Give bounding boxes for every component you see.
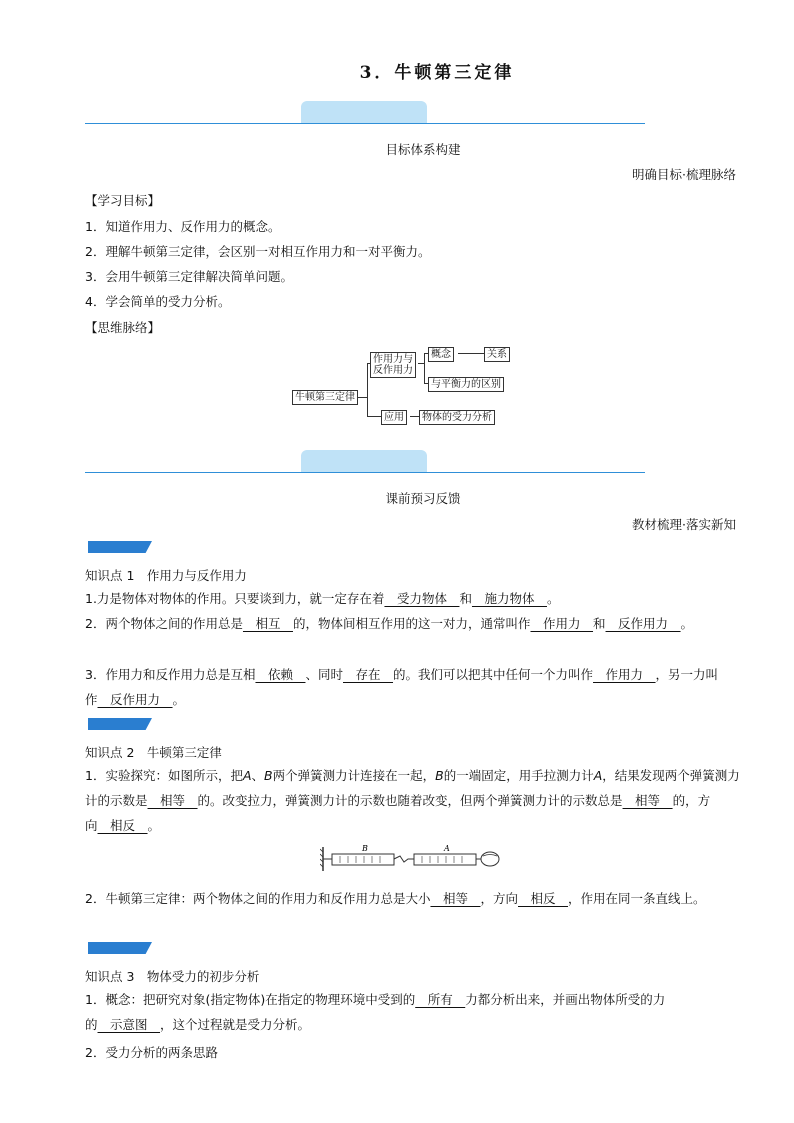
branch-1-line-2: 反作用力 xyxy=(373,365,413,376)
text: B xyxy=(435,768,444,783)
mindmap-branch-1 xyxy=(370,352,416,378)
kp2-paragraph-2 xyxy=(85,886,740,911)
text: 的，物体间相互作用的这一对力，通常叫作 xyxy=(292,616,531,631)
section-subheading: 明确目标·梳理脉络 xyxy=(632,167,736,182)
answer-blank: 相等 xyxy=(622,793,673,808)
text: 。 xyxy=(546,591,560,606)
mindmap-analysis: 物体的受力分析 xyxy=(419,410,495,425)
answer-blank: 相互 xyxy=(242,616,293,631)
label-a: A xyxy=(444,844,450,853)
connector xyxy=(358,397,367,398)
text: ，这个过程就是受力分析。 xyxy=(160,1017,311,1032)
answer-blank: 相反 xyxy=(518,891,569,906)
section-heading: 目标体系构建 xyxy=(385,142,461,157)
text: 的一端固定，用手拉测力计 xyxy=(443,768,594,783)
answer-blank: 反作用力 xyxy=(605,616,681,631)
answer-blank: 反作用力 xyxy=(97,692,173,707)
kp-title: 知识点 2 牛顿第三定律 xyxy=(85,745,222,760)
answer-blank: 受力物体 xyxy=(384,591,460,606)
text: 的，方向 xyxy=(85,793,711,833)
connector xyxy=(458,353,484,354)
text: A xyxy=(242,768,252,783)
text: 3．作用力和反作用力总是互相 xyxy=(85,667,256,682)
kp3-paragraph-1 xyxy=(85,987,740,1037)
text: 。 xyxy=(147,818,161,833)
kp-tag xyxy=(88,541,152,553)
mindmap-label: 【思维脉络】 xyxy=(85,320,161,335)
branch-1-line-1: 作用力与 xyxy=(373,354,413,365)
text: B xyxy=(264,768,273,783)
kp1-paragraph-3 xyxy=(85,662,740,712)
mind-map xyxy=(290,345,520,430)
text: ，另一力叫作 xyxy=(85,667,719,707)
kp-title: 知识点 1 作用力与反作用力 xyxy=(85,568,247,583)
spring-scale-figure xyxy=(320,843,500,875)
text: ，方向 xyxy=(480,891,518,906)
connector xyxy=(367,416,381,417)
answer-blank: 相等 xyxy=(147,793,198,808)
text: 和 xyxy=(593,616,606,631)
section-banner xyxy=(85,102,645,124)
kp3-paragraph-2: 2．受力分析的两条思路 xyxy=(85,1045,218,1060)
text: 力都分析出来，并画出物体所受的力的 xyxy=(85,992,666,1032)
answer-blank: 施力物体 xyxy=(471,591,547,606)
text: ，作用在同一条直线上。 xyxy=(568,891,706,906)
text: 2．两个物体之间的作用总是 xyxy=(85,616,243,631)
answer-blank: 相等 xyxy=(430,891,481,906)
section-heading: 课前预习反馈 xyxy=(385,491,461,506)
banner-line xyxy=(85,123,645,125)
text: 的。我们可以把其中任何一个力叫作 xyxy=(393,667,594,682)
text: 。 xyxy=(172,692,186,707)
goal-item: 2．理解牛顿第三定律，会区别一对相互作用力和一对平衡力。 xyxy=(85,244,431,259)
mindmap-root: 牛顿第三定律 xyxy=(292,390,358,405)
section-banner xyxy=(85,451,645,473)
goal-item: 4．学会简单的受力分析。 xyxy=(85,294,231,309)
answer-blank: 相反 xyxy=(97,818,148,833)
banner-tab xyxy=(301,101,427,123)
connector xyxy=(424,353,425,383)
answer-blank: 作用力 xyxy=(530,616,594,631)
answer-blank: 所有 xyxy=(415,992,466,1007)
mindmap-relation: 关系 xyxy=(484,347,510,362)
text: 1.力是物体对物体的作用。只要谈到力，就一定存在着 xyxy=(85,591,385,606)
mindmap-concept: 概念 xyxy=(428,347,454,362)
banner-tab xyxy=(301,450,427,472)
connector xyxy=(410,416,419,417)
text: 的。改变拉力，弹簧测力计的示数也随着改变，但两个弹簧测力计的示数总是 xyxy=(197,793,623,808)
label-b: B xyxy=(362,844,368,853)
answer-blank: 示意图 xyxy=(97,1017,161,1032)
text: 、同时 xyxy=(305,667,343,682)
kp-tag xyxy=(88,942,152,954)
goal-item: 3．会用牛顿第三定律解决简单问题。 xyxy=(85,269,293,284)
text: 和 xyxy=(459,591,472,606)
answer-blank: 作用力 xyxy=(593,667,656,682)
kp2-paragraph-1 xyxy=(85,763,740,838)
text: 2．牛顿第三定律：两个物体之间的作用力和反作用力总是大小 xyxy=(85,891,431,906)
goals-label: 【学习目标】 xyxy=(85,193,161,208)
section-subheading: 教材梳理·落实新知 xyxy=(632,517,736,532)
text: 、 xyxy=(251,768,265,783)
answer-blank: 存在 xyxy=(343,667,394,682)
connector xyxy=(367,363,368,416)
text: A xyxy=(593,768,603,783)
page-title: 3．牛顿第三定律 xyxy=(359,63,515,83)
text: ，结果发现两个弹簧测力计的示数是 xyxy=(85,768,740,808)
text: 1．实验探究：如图所示，把 xyxy=(85,768,243,783)
banner-line xyxy=(85,472,645,474)
kp1-paragraph-1 xyxy=(85,586,740,611)
mindmap-difference: 与平衡力的区别 xyxy=(428,377,504,392)
kp1-paragraph-2 xyxy=(85,611,740,636)
mindmap-branch-2: 应用 xyxy=(381,410,407,425)
text: 两个弹簧测力计连接在一起， xyxy=(272,768,436,783)
text: 。 xyxy=(680,616,694,631)
kp-title: 知识点 3 物体受力的初步分析 xyxy=(85,969,260,984)
text: 1．概念：把研究对象(指定物体)在指定的物理环境中受到的 xyxy=(85,992,416,1007)
kp-tag xyxy=(88,718,152,730)
goal-item: 1．知道作用力、反作用力的概念。 xyxy=(85,219,281,234)
answer-blank: 依赖 xyxy=(255,667,306,682)
